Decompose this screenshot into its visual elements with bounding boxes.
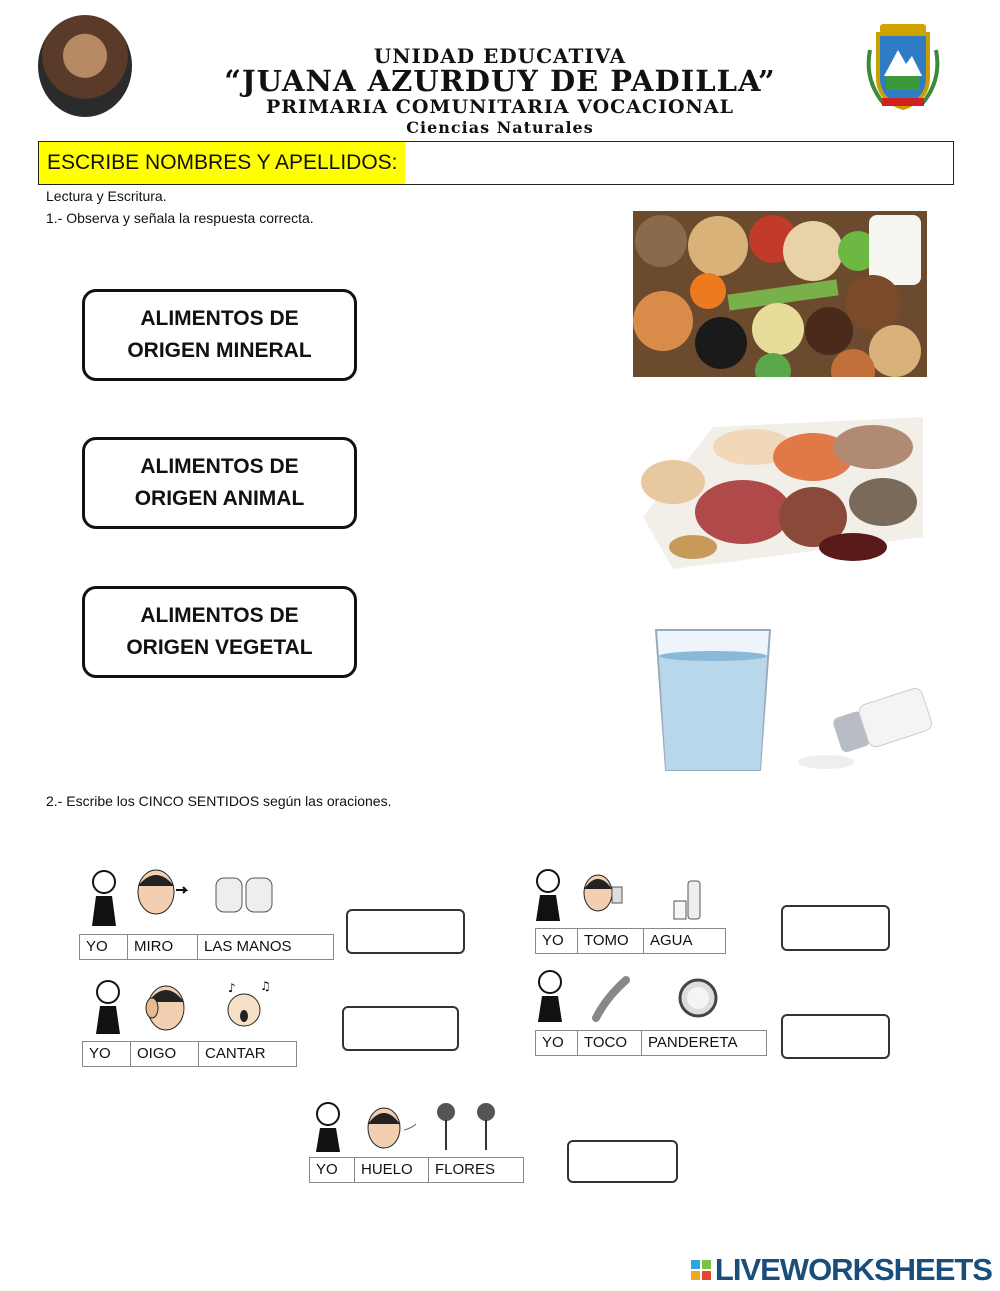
touch-pictograms-icon bbox=[534, 968, 724, 1024]
option-line: ALIMENTOS DE bbox=[140, 604, 299, 627]
answer-input-4[interactable] bbox=[781, 1014, 890, 1059]
option-line: ORIGEN VEGETAL bbox=[126, 636, 313, 659]
word-cell: FLORES bbox=[435, 1161, 496, 1178]
sentence-row bbox=[309, 1157, 524, 1183]
answer-input-5[interactable] bbox=[567, 1140, 678, 1183]
word-cell: AGUA bbox=[650, 932, 693, 949]
name-label: ESCRIBE NOMBRES Y APELLIDOS: bbox=[39, 142, 405, 184]
answer-input-2[interactable] bbox=[342, 1006, 459, 1051]
plant-foods-image bbox=[633, 211, 927, 377]
subject-title: Ciencias Naturales bbox=[406, 118, 594, 137]
brand-logo[interactable] bbox=[691, 1252, 992, 1288]
q1-prompt: 1.- Observa y señala la respuesta correcta. bbox=[46, 210, 314, 226]
word-cell: LAS MANOS bbox=[204, 938, 292, 955]
option-line: ALIMENTOS DE bbox=[140, 455, 299, 478]
sentence-row bbox=[535, 928, 726, 954]
q2-prompt: 2.- Escribe los CINCO SENTIDOS según las oraciones. bbox=[46, 793, 392, 809]
word-cell: YO bbox=[536, 929, 578, 953]
word-cell: TOCO bbox=[578, 1031, 642, 1055]
word-cell: YO bbox=[80, 935, 128, 959]
water-glass-image bbox=[652, 624, 774, 776]
option-line: ALIMENTOS DE bbox=[140, 307, 299, 330]
answer-input-3[interactable] bbox=[781, 905, 890, 951]
salt-shaker-image bbox=[796, 676, 934, 774]
word-cell: OIGO bbox=[131, 1042, 199, 1066]
animal-foods-image bbox=[633, 407, 927, 569]
smell-pictograms-icon bbox=[312, 1100, 508, 1154]
crest-icon bbox=[864, 20, 942, 112]
word-cell: TOMO bbox=[578, 929, 644, 953]
word-cell: PANDERETA bbox=[648, 1034, 738, 1051]
svg-text:♪: ♪ bbox=[228, 981, 236, 995]
option-box-animal[interactable] bbox=[82, 437, 357, 529]
word-cell: HUELO bbox=[355, 1158, 429, 1182]
name-bar bbox=[38, 141, 954, 185]
sentence-row bbox=[79, 934, 334, 960]
section-label: Lectura y Escritura. bbox=[46, 188, 167, 204]
option-box-mineral[interactable] bbox=[82, 289, 357, 381]
school-type: UNIDAD EDUCATIVA bbox=[373, 44, 627, 68]
name-input[interactable] bbox=[407, 142, 955, 186]
look-pictograms-icon bbox=[86, 868, 282, 928]
option-line: ORIGEN MINERAL bbox=[127, 339, 312, 362]
word-cell: YO bbox=[310, 1158, 355, 1182]
word-cell: MIRO bbox=[128, 935, 198, 959]
svg-text:♫: ♫ bbox=[260, 979, 271, 993]
brand-name: LIVEWORKSHEETS bbox=[714, 1252, 992, 1287]
word-cell: YO bbox=[83, 1042, 131, 1066]
option-box-vegetal[interactable] bbox=[82, 586, 357, 678]
answer-input-1[interactable] bbox=[346, 909, 465, 954]
brand-squares-icon bbox=[691, 1260, 711, 1280]
school-name: “JUANA AZURDUY DE PADILLA” bbox=[224, 64, 776, 98]
word-cell: YO bbox=[536, 1031, 578, 1055]
hear-pictograms-icon bbox=[92, 978, 274, 1036]
word-cell: CANTAR bbox=[205, 1045, 266, 1062]
option-line: ORIGEN ANIMAL bbox=[134, 487, 305, 510]
school-level: PRIMARIA COMUNITARIA VOCACIONAL bbox=[265, 96, 735, 118]
sentence-row bbox=[535, 1030, 767, 1056]
sentence-row bbox=[82, 1041, 297, 1067]
drink-pictograms-icon bbox=[532, 867, 712, 923]
